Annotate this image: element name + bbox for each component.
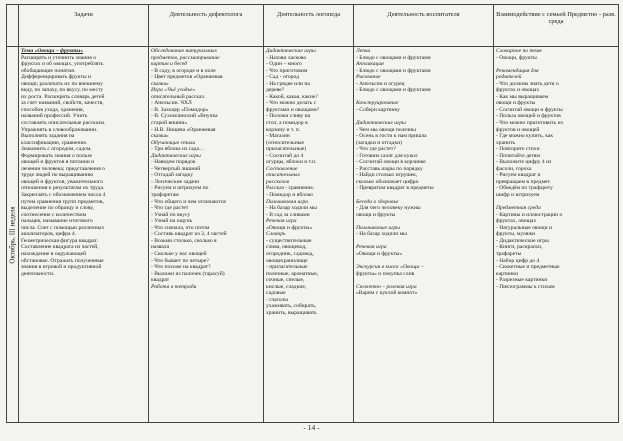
col-logo-line: (относительные <box>266 139 304 146</box>
col-tasks-line: составлять описательные рассказы. <box>21 120 106 127</box>
col-vosp-line: Речевая игра <box>356 244 387 251</box>
header-defectologist: Деятельность дефектолога <box>149 5 264 47</box>
col-logo-line: стол, а помидор в <box>266 120 308 127</box>
side-cell <box>7 47 19 423</box>
col-tasks-line: их роста. Расширять словарь детей <box>21 93 105 100</box>
col-vosp-line: - На базар ходили мы <box>356 231 407 238</box>
col-tasks-line: фруктах и об овощах, употреблять <box>21 61 104 68</box>
col-defect-line: Дидактические игры <box>151 152 201 159</box>
col-logo-line: - Помидор и яблоко <box>266 192 313 199</box>
col-defect-line: картин и бесед <box>151 61 188 68</box>
col-vosp-line: Беседа о здоровье <box>356 198 399 205</box>
col-vosp-line: - Расставь шары по порядку <box>356 165 423 172</box>
col-family-line: - Что можно приготовить из <box>496 120 563 127</box>
col-vosp-line: Экскурсия в киоск «Овощи – <box>356 264 424 271</box>
col-vosp-line: овощи и фрукты <box>356 211 396 218</box>
col-vosp-line: - Осень в гости к нам пришла <box>356 133 427 140</box>
col-defect-line: - Узнай на ощупь <box>151 218 193 225</box>
col-vosp-line: - Собери картинку <box>356 106 400 113</box>
col-family-line: - Книги, раскраски, <box>496 244 543 251</box>
col-tasks-line: лечении человека; представления о <box>21 165 105 172</box>
col-family-line: - Польза овощей и фруктов <box>496 113 561 120</box>
col-vosp-line: - Апельсин и огурец <box>356 80 405 87</box>
col-family-line: - Дидактические игры <box>496 237 549 244</box>
col-logo-line: Речевая игра <box>266 218 297 225</box>
col-defect-line: - Составь квадрат из 2, 4 частей <box>151 231 227 238</box>
col-logo-line: описательных <box>266 172 300 179</box>
col-defect-line: - Что похоже на квадрат? <box>151 264 211 271</box>
col-tasks-line: овощи; различать их по внешнему <box>21 80 103 87</box>
col-defect-line: Работа в тетради <box>151 283 197 290</box>
col-defect-line: старой вишни» <box>151 120 188 127</box>
col-tasks-line: Формировать знания о пользе <box>21 152 92 159</box>
col-family-line: - Разрезные картинки <box>496 277 548 284</box>
col-tasks-line: анализаторов, цифра 4. <box>21 231 77 238</box>
col-tasks-line: Закреплять с обозначением числа 4 <box>21 192 106 199</box>
col-family-line: хранить <box>496 139 516 146</box>
col-vosp-line: фрукты» и покупка слив <box>356 270 415 277</box>
col-tasks-line: нахождение в окружающей <box>21 250 87 257</box>
col-family-line: картинки <box>496 270 518 277</box>
col-family-line: - Пиктограммы к стихам <box>496 283 555 290</box>
col-logo-line: - Магазин <box>266 133 290 140</box>
col-vosp-line: - Блюдо с овощами и фруктами <box>356 87 431 94</box>
header-family: Взаимодействие с семьей Предметно - разв. среда <box>494 5 619 47</box>
col-vosp-line: «Варим с куклой компот» <box>356 290 418 297</box>
col-tasks-line: Составление квадрата из частей, <box>21 244 99 251</box>
col-logo-line: огурцы, яблоки и т.п. <box>266 159 317 166</box>
col-logo-line: рассказов <box>266 178 290 185</box>
col-defect-line: - В. Захоцер «Помидор» <box>151 106 209 113</box>
col-tasks-line: овощей и фруктов в питании и <box>21 159 95 166</box>
col-vosp-line: Сюжетно – ролевая игра <box>356 283 417 290</box>
col-tasks-line: виду, по запаху, по вкусу, по месту <box>21 87 104 94</box>
col-tasks-line: Упражнять в словообразовании. <box>21 126 98 133</box>
header-tasks: Задачи <box>19 5 149 47</box>
col-defect-line: Обучающие стихи <box>151 139 196 146</box>
col-vosp-line: сколько обозначает цифра <box>356 178 419 185</box>
col-logo-line: Словарь <box>266 231 286 238</box>
col-logo-line: слива, овощевод, <box>266 244 307 251</box>
col-defect-line: предметов, рассматривание <box>151 54 220 61</box>
col-family-line: фруктах и овощах <box>496 87 540 94</box>
col-vosp-line: Дидактические игры <box>356 120 406 127</box>
col-family-line: - Картины и иллюстрации о <box>496 211 563 218</box>
col-defect-line: - Выложи из палочек (тарасуй) <box>151 270 225 277</box>
col-family-line: трафареты <box>496 250 522 257</box>
col-logo-line: садовые <box>266 290 286 297</box>
col-logo-line: полезные, ароматные, <box>266 270 319 277</box>
col-family-line: Словарное по теме <box>496 48 542 54</box>
col-vosp-line: Аппликация <box>356 61 384 68</box>
col-vosp-line: Лепка <box>356 48 371 54</box>
side-label: Октябрь, III неделя <box>8 205 17 264</box>
col-tasks-line: выделение по образцу и слову, <box>21 205 94 212</box>
col-family-line: шифр и штрихуем <box>496 192 540 199</box>
col-vosp-line: - Блюдо с овощами и фруктами <box>356 67 431 74</box>
col-family-line: - Выложите цифру 4 из <box>496 159 552 166</box>
col-tasks-line: труде людей по выращиванию <box>21 172 94 179</box>
col-tasks-line: путем сравнения групп предметов, <box>21 198 104 205</box>
col-tasks-line: Геометрическая фигура квадрат. <box>21 237 98 244</box>
col-logo-line: фруктами и овощами? <box>266 106 320 113</box>
col-defect-line: - Сколько у нас овощей <box>151 250 207 257</box>
col-tasks-line: классификацию, сравнение. <box>21 139 88 146</box>
col-vosp-line: - Блюдо с овощами и фруктами <box>356 54 431 61</box>
col-vosp-line: - Для чего человеку нужны <box>356 205 421 212</box>
col-tasks-line: деятельности. <box>21 270 55 277</box>
col-defect-line: трафаретам <box>151 192 179 199</box>
col-vosp-line: Конструирование <box>356 100 399 107</box>
header-logopedist: Деятельность логопеда <box>264 5 354 47</box>
lesson-plan-table <box>6 4 619 423</box>
col-tasks-line: пальцев, называние итогового <box>21 218 93 225</box>
col-defect-line: - Что где растет <box>151 205 189 212</box>
col-family-line: - Что должны знать дети о <box>496 80 559 87</box>
col-tasks-line: овощей и фруктов, уважительного <box>21 178 103 185</box>
col-defect-line: сказка» <box>151 133 169 140</box>
col-defect-line: - Отгадай загадку <box>151 172 193 179</box>
col-logo-line: Дидактические игры <box>266 48 316 54</box>
defectologist-cell <box>149 47 264 423</box>
col-family-line: родителей <box>496 74 522 81</box>
col-logo-line: - глаголы <box>266 296 288 303</box>
col-tasks-line: за счет названий, свойств, качеств, <box>21 100 104 107</box>
col-family-line: - Натуральные овощи и <box>496 224 553 231</box>
educator-cell <box>354 47 494 423</box>
col-tasks-line: обстановке. Отражать полученные <box>21 257 104 264</box>
col-defect-line: - Рисуем и штрихуем по <box>151 185 209 192</box>
col-logo-line: Составление <box>266 165 298 172</box>
col-defect-line: - В. Сухомлинский «Внучка <box>151 113 218 120</box>
col-family-line: фрукты, муляжи <box>496 231 536 238</box>
col-logo-line: хранить, выращивать <box>266 309 317 316</box>
col-family-line: - Сосчитай овощи и фрукты <box>496 106 563 113</box>
col-defect-line: - В саду, в огороде и в поле <box>151 67 216 74</box>
col-tasks-line: Дифференцировать фрукты и <box>21 74 92 81</box>
col-vosp-line: - Готовим салат для кукол <box>356 152 418 159</box>
col-logo-line: - существительные <box>266 237 312 244</box>
col-logo-line: Рассказ - сравнение. <box>266 185 315 192</box>
col-defect-line: Игра «Чьё угодье» <box>151 87 196 94</box>
col-vosp-line: - Найди столько игрушек, <box>356 172 418 179</box>
col-logo-line: - Один – много <box>266 61 302 68</box>
col-logo-line: - Какой, какая, какие? <box>266 93 318 100</box>
col-vosp-line: - Сосчитай овощи в корзинке <box>356 159 426 166</box>
col-logo-line: - Сад - огород <box>266 74 300 81</box>
col-family-line: фасоли, гороха <box>496 165 532 172</box>
col-logo-line: кислые, сладкие, <box>266 283 307 290</box>
col-defect-line: - Три яблока из сада… <box>151 146 205 153</box>
col-logo-line: сочные, спелые, <box>266 277 305 284</box>
page-number: - 14 - <box>303 423 320 432</box>
col-vosp-line: (загадки и отгадки) <box>356 139 403 146</box>
col-family-line: фруктов и овощей <box>496 126 540 133</box>
col-tasks-line: соотнесение с количеством <box>21 211 86 218</box>
col-defect-line: - Н.В. Нищева «Оранжевая <box>151 126 216 133</box>
col-vosp-line: - Что где растет? <box>356 146 396 153</box>
col-defect-line: - Логические задачи <box>151 178 200 185</box>
col-family-line: Предметная среда <box>496 205 541 212</box>
header-corner <box>7 5 19 47</box>
col-family-line: Рекомендация для <box>496 67 539 74</box>
col-family-line: превращаем в предмет. <box>496 178 551 185</box>
col-logo-line: ухаживать, собирать, <box>266 303 317 310</box>
col-defect-line: описательный рассказ. <box>151 93 206 100</box>
col-logo-line: - На базар ходили мы <box>266 205 317 212</box>
col-family-line: фруктах, овощах <box>496 218 537 225</box>
col-tasks-line: Тема «Овощи – фрукты» <box>21 48 84 54</box>
col-family-line: - Почитайте детям <box>496 152 540 159</box>
col-defect-line: назвала <box>151 244 170 251</box>
family-cell <box>494 47 619 423</box>
col-family-line: - Овощи, фрукты <box>496 54 537 61</box>
header-row <box>7 5 619 47</box>
col-defect-line: - Четвертый лишний <box>151 165 201 172</box>
col-defect-line: Обследование натуральных <box>151 48 217 54</box>
col-vosp-line: - Чем мы овощи полезны <box>356 126 416 133</box>
col-logo-line: - Назови ласково <box>266 54 307 61</box>
col-family-line: - Где можно купить, как <box>496 133 554 140</box>
col-tasks-line: Выполнять задания на <box>21 133 75 140</box>
col-vosp-line: Рисование <box>356 74 381 81</box>
col-family-line: - Обведём по трафарету <box>496 185 553 192</box>
col-logo-line: огородник, садовод, <box>266 250 314 257</box>
tasks-cell <box>19 47 149 423</box>
col-logo-line: - Что можно делать с <box>266 100 317 107</box>
col-logo-line: - Положи сливу на <box>266 113 311 120</box>
col-logo-line: Пальчиковая игра <box>266 198 309 205</box>
col-defect-line: - Апельсин. ЧХЛ <box>151 100 192 107</box>
col-defect-line: - Что общего и чем отличаются <box>151 198 226 205</box>
col-defect-line: сказка» <box>151 80 169 87</box>
col-family-line: овощи и фрукты <box>496 100 536 107</box>
col-logo-line: корзину и т. п. <box>266 126 301 133</box>
col-defect-line: - Наведем порядок <box>151 159 196 166</box>
col-defect-line: - Что бывает по четыре? <box>151 257 209 264</box>
col-tasks-line: Знакомить с огородом, садом. <box>21 146 92 153</box>
col-defect-line: квадрат <box>151 277 170 284</box>
col-logo-line: прилагательные) <box>266 146 307 153</box>
col-tasks-line: числа. Счет с помощью различных <box>21 224 105 231</box>
col-defect-line: - Возьми столько, сколько я <box>151 237 217 244</box>
week-row <box>7 47 619 423</box>
col-logo-line: - Сосчитай до 4 <box>266 152 304 159</box>
col-tasks-line: названий профессий. Учить <box>21 113 88 120</box>
col-vosp-line: Пальчиковые игры <box>356 224 400 231</box>
col-logo-line: «Овощи и фрукты» <box>266 224 313 231</box>
col-tasks-line: обобщающие понятия. <box>21 67 76 74</box>
col-defect-line: - Узнай по вкусу <box>151 211 191 218</box>
col-logo-line: - В сад за сливами <box>266 211 310 218</box>
col-tasks-line: отношения к результатам их труда. <box>21 185 105 192</box>
col-tasks-line: способов ухода, хранения, <box>21 106 85 113</box>
col-logo-line: дереве? <box>266 87 285 94</box>
col-defect-line: - Цвет предметов «Оранжевая <box>151 74 223 81</box>
col-family-line: - Набор цифр до 4 <box>496 257 540 264</box>
col-logo-line: - прилагательные <box>266 264 308 271</box>
col-family-line: - Рисуем квадрат и <box>496 172 541 179</box>
col-family-line: - Как мы выращиваем <box>496 93 549 100</box>
header-educator: Деятельность воспитателя <box>354 5 494 47</box>
col-defect-line: - Что сначала, что потом <box>151 224 210 231</box>
logopedist-cell <box>264 47 354 423</box>
col-logo-line: овощехранилище <box>266 257 308 264</box>
col-family-line: - Повторите стихи <box>496 146 540 153</box>
col-tasks-line: Расширять и уточнить знания о <box>21 54 96 61</box>
col-logo-line: - Что приготовим <box>266 67 308 74</box>
col-logo-line: - На грядке или на <box>266 80 310 87</box>
col-family-line: - Сюжетные и предметные <box>496 264 560 271</box>
plan-table-sheet <box>6 4 618 420</box>
col-vosp-line: «Овощи и фрукты» <box>356 250 403 257</box>
col-tasks-line: знания в игровой и продуктивной <box>21 264 102 271</box>
col-vosp-line: - Превратим квадрат в предметы <box>356 185 434 192</box>
